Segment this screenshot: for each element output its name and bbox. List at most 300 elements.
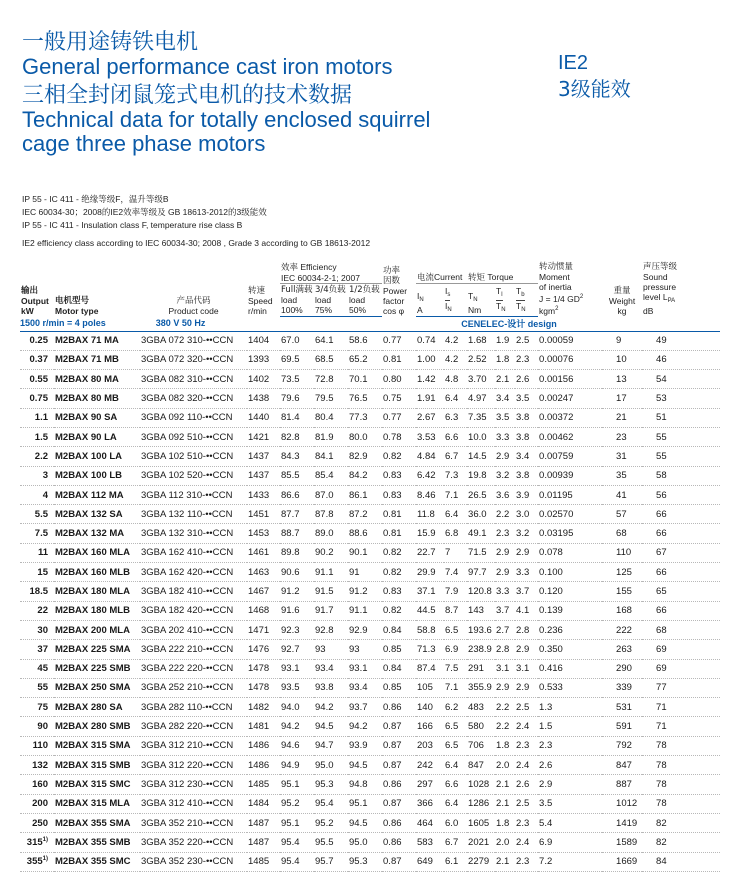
cell-pf: 0.82 xyxy=(382,563,416,582)
cell-speed: 1453 xyxy=(247,524,280,543)
table-row xyxy=(20,543,720,562)
cell-tl: 2.1 xyxy=(495,794,515,813)
table-row xyxy=(20,563,720,582)
cell-isin: 6.4 xyxy=(444,505,467,524)
cell-db: 78 xyxy=(642,736,720,755)
cell-db: 68 xyxy=(642,620,720,639)
cell-db: 69 xyxy=(642,659,720,678)
cell-e75: 94.7 xyxy=(314,736,348,755)
cell-in: 203 xyxy=(416,736,444,755)
cell-tl: 3.3 xyxy=(495,582,515,601)
cell-kg: 1669 xyxy=(602,852,642,871)
table-row xyxy=(20,833,720,852)
cell-tn: 1.68 xyxy=(467,331,495,350)
cell-tb: 2.4 xyxy=(515,833,538,852)
cell-tn: 97.7 xyxy=(467,563,495,582)
cell-code: 3GBA 312 410-••CCN xyxy=(140,794,247,813)
cell-e50: 91.2 xyxy=(348,582,382,601)
cell-speed: 1433 xyxy=(247,485,280,504)
cell-isin: 6.4 xyxy=(444,389,467,408)
cell-kg: 31 xyxy=(602,447,642,466)
cell-e75: 89.0 xyxy=(314,524,348,543)
cell-e50: 94.8 xyxy=(348,775,382,794)
cell-db: 46 xyxy=(642,350,720,369)
cell-pf: 0.83 xyxy=(382,466,416,485)
cell-code: 3GBA 072 320-••CCN xyxy=(140,350,247,369)
note-line: IP 55 - IC 411 - Insulation class F, temperature rise class B xyxy=(22,220,243,230)
group-row xyxy=(20,316,720,331)
cell-db: 66 xyxy=(642,505,720,524)
cell-type: M2BAX 100 LA xyxy=(54,447,140,466)
cell-pf: 0.82 xyxy=(382,447,416,466)
cell-tb: 2.5 xyxy=(515,794,538,813)
cell-in: 71.3 xyxy=(416,640,444,659)
cell-tb: 3.8 xyxy=(515,466,538,485)
cell-kg: 222 xyxy=(602,620,642,639)
cell-isin: 4.8 xyxy=(444,370,467,389)
technical-data-table xyxy=(20,262,720,872)
col-sound-pressure: 声压等级 Sound pressure level $L_{PA}$ dB xyxy=(643,262,678,316)
cell-db: 58 xyxy=(642,466,720,485)
cell-speed: 1482 xyxy=(247,698,280,717)
cell-kw: 3 xyxy=(20,466,54,485)
cell-j: 2.6 xyxy=(538,756,602,775)
cell-tb: 3.2 xyxy=(515,524,538,543)
cell-e75: 80.4 xyxy=(314,408,348,427)
cell-tb: 3.8 xyxy=(515,408,538,427)
col-current-in: $I_N$ A xyxy=(416,284,444,316)
cell-kg: 110 xyxy=(602,543,642,562)
cell-tl: 3.5 xyxy=(495,408,515,427)
title-en: General performance cast iron motors xyxy=(22,54,393,79)
table-row xyxy=(20,717,720,736)
cell-speed: 1451 xyxy=(247,505,280,524)
cell-e50: 88.6 xyxy=(348,524,382,543)
cell-in: 1.91 xyxy=(416,389,444,408)
table-row xyxy=(20,620,720,639)
cell-tn: 26.5 xyxy=(467,485,495,504)
cell-in: 4.84 xyxy=(416,447,444,466)
cell-j: 5.4 xyxy=(538,813,602,832)
cell-e100: 95.4 xyxy=(280,852,314,871)
cell-in: 166 xyxy=(416,717,444,736)
cell-speed: 1402 xyxy=(247,370,280,389)
cell-e50: 84.2 xyxy=(348,466,382,485)
cell-e100: 73.5 xyxy=(280,370,314,389)
cell-tb: 2.9 xyxy=(515,640,538,659)
cell-kg: 792 xyxy=(602,736,642,755)
cell-db: 84 xyxy=(642,852,720,871)
cell-type: M2BAX 80 MA xyxy=(54,370,140,389)
cell-kw: 110 xyxy=(20,736,54,755)
cell-e100: 67.0 xyxy=(280,331,314,350)
cell-e50: 93.7 xyxy=(348,698,382,717)
cell-e50: 82.9 xyxy=(348,447,382,466)
cell-e75: 72.8 xyxy=(314,370,348,389)
cell-db: 56 xyxy=(642,485,720,504)
cell-kg: 591 xyxy=(602,717,642,736)
cell-e50: 91.1 xyxy=(348,601,382,620)
cell-j: 0.236 xyxy=(538,620,602,639)
cell-kg: 23 xyxy=(602,427,642,446)
table-row xyxy=(20,775,720,794)
cell-pf: 0.82 xyxy=(382,543,416,562)
col-weight: 重量 Weight kg xyxy=(608,286,636,316)
cell-tn: 19.8 xyxy=(467,466,495,485)
col-power-factor: 功率 因数 Power factor cos φ xyxy=(383,266,408,316)
cell-kw: 200 xyxy=(20,794,54,813)
cell-e100: 90.6 xyxy=(280,563,314,582)
cell-in: 11.8 xyxy=(416,505,444,524)
cell-pf: 0.85 xyxy=(382,678,416,697)
cell-e75: 91.1 xyxy=(314,563,348,582)
cell-tl: 2.2 xyxy=(495,505,515,524)
cell-kw: 7.5 xyxy=(20,524,54,543)
cell-e50: 58.6 xyxy=(348,331,382,350)
cell-type: M2BAX 90 LA xyxy=(54,427,140,446)
cell-tn: 2.52 xyxy=(467,350,495,369)
cell-kg: 155 xyxy=(602,582,642,601)
cell-tb: 2.9 xyxy=(515,678,538,697)
table-row xyxy=(20,408,720,427)
cell-code: 3GBA 082 310-••CCN xyxy=(140,370,247,389)
table-row xyxy=(20,813,720,832)
cell-tn: 1605 xyxy=(467,813,495,832)
cell-tb: 2.9 xyxy=(515,543,538,562)
cell-e75: 87.0 xyxy=(314,485,348,504)
cell-tn: 1028 xyxy=(467,775,495,794)
cell-e50: 95.3 xyxy=(348,852,382,871)
cell-j: 0.120 xyxy=(538,582,602,601)
cell-tn: 3.70 xyxy=(467,370,495,389)
cell-e50: 77.3 xyxy=(348,408,382,427)
cell-tl: 2.0 xyxy=(495,756,515,775)
table-row xyxy=(20,331,720,350)
cell-e75: 94.5 xyxy=(314,717,348,736)
cell-speed: 1485 xyxy=(247,775,280,794)
cell-kg: 1012 xyxy=(602,794,642,813)
col-product-code: 产品代码 Product code xyxy=(168,296,219,316)
cell-tb: 2.6 xyxy=(515,370,538,389)
cell-e50: 91 xyxy=(348,563,382,582)
cell-e50: 95.0 xyxy=(348,833,382,852)
cell-db: 69 xyxy=(642,640,720,659)
cell-isin: 6.4 xyxy=(444,756,467,775)
cell-tl: 3.6 xyxy=(495,485,515,504)
cell-kw: 5.5 xyxy=(20,505,54,524)
cell-kw: 4 xyxy=(20,485,54,504)
cell-kw: 90 xyxy=(20,717,54,736)
cell-j: 0.00939 xyxy=(538,466,602,485)
cell-e100: 91.2 xyxy=(280,582,314,601)
cell-j: 1.3 xyxy=(538,698,602,717)
cell-speed: 1440 xyxy=(247,408,280,427)
cell-tb: 2.3 xyxy=(515,736,538,755)
cell-e100: 95.1 xyxy=(280,775,314,794)
cell-j: 0.00247 xyxy=(538,389,602,408)
cell-db: 65 xyxy=(642,582,720,601)
cell-code: 3GBA 312 230-••CCN xyxy=(140,775,247,794)
cell-kw: 18.5 xyxy=(20,582,54,601)
cell-kg: 68 xyxy=(602,524,642,543)
table-row xyxy=(20,582,720,601)
col-torque-tl-ratio: $T_l$ $T_N$ xyxy=(495,284,515,316)
col-efficiency-group: 效率 Efficiency IEC 60034-2-1; 2007 xyxy=(280,262,382,284)
cell-kw: 37 xyxy=(20,640,54,659)
cell-tb: 2.3 xyxy=(515,813,538,832)
cell-e100: 86.6 xyxy=(280,485,314,504)
cell-type: M2BAX 225 SMB xyxy=(54,659,140,678)
ie-grade-zh: 3级能效 xyxy=(558,77,631,101)
cell-e100: 69.5 xyxy=(280,350,314,369)
cell-type: M2BAX 250 SMA xyxy=(54,678,140,697)
cell-e100: 87.7 xyxy=(280,505,314,524)
cell-in: 464 xyxy=(416,813,444,832)
cell-db: 71 xyxy=(642,717,720,736)
cell-j: 0.00759 xyxy=(538,447,602,466)
cell-code: 3GBA 072 310-••CCN xyxy=(140,331,247,350)
cell-code: 3GBA 092 110-••CCN xyxy=(140,408,247,427)
cell-speed: 1487 xyxy=(247,813,280,832)
cell-kg: 9 xyxy=(602,331,642,350)
cell-j: 0.01195 xyxy=(538,485,602,504)
cell-tb: 3.1 xyxy=(515,659,538,678)
cell-e75: 84.1 xyxy=(314,447,348,466)
cell-e50: 80.0 xyxy=(348,427,382,446)
cell-pf: 0.75 xyxy=(382,389,416,408)
cell-e75: 79.5 xyxy=(314,389,348,408)
cell-isin: 6.6 xyxy=(444,775,467,794)
note-line: IEC 60034-30；2008的IE2效率等级及 GB 18613-2012的3级能效 xyxy=(22,207,267,217)
cell-tn: 291 xyxy=(467,659,495,678)
cell-tn: 706 xyxy=(467,736,495,755)
cell-kw: 160 xyxy=(20,775,54,794)
cell-tl: 2.1 xyxy=(495,852,515,871)
cell-tl: 2.9 xyxy=(495,678,515,697)
cell-tb: 2.5 xyxy=(515,331,538,350)
cell-type: M2BAX 180 MLA xyxy=(54,582,140,601)
cell-e75: 91.5 xyxy=(314,582,348,601)
cell-tl: 2.7 xyxy=(495,620,515,639)
cell-type: M2BAX 280 SA xyxy=(54,698,140,717)
cell-j: 2.3 xyxy=(538,736,602,755)
cell-type: M2BAX 160 MLB xyxy=(54,563,140,582)
cell-type: M2BAX 80 MB xyxy=(54,389,140,408)
cell-j: 0.078 xyxy=(538,543,602,562)
cell-type: M2BAX 355 SMA xyxy=(54,813,140,832)
cell-db: 66 xyxy=(642,524,720,543)
cell-code: 3GBA 202 410-••CCN xyxy=(140,620,247,639)
cell-e75: 93 xyxy=(314,640,348,659)
cell-speed: 1421 xyxy=(247,427,280,446)
cell-type: M2BAX 132 SA xyxy=(54,505,140,524)
cell-speed: 1478 xyxy=(247,659,280,678)
cell-e50: 92.9 xyxy=(348,620,382,639)
cell-type: M2BAX 112 MA xyxy=(54,485,140,504)
cell-kw: 0.37 xyxy=(20,350,54,369)
cell-kw: 1.1 xyxy=(20,408,54,427)
cell-in: 87.4 xyxy=(416,659,444,678)
table-row xyxy=(20,698,720,717)
cell-code: 3GBA 092 510-••CCN xyxy=(140,427,247,446)
cell-speed: 1393 xyxy=(247,350,280,369)
cell-j: 0.139 xyxy=(538,601,602,620)
cell-e100: 92.7 xyxy=(280,640,314,659)
cell-tn: 238.9 xyxy=(467,640,495,659)
cell-in: 297 xyxy=(416,775,444,794)
cell-pf: 0.80 xyxy=(382,370,416,389)
cell-e50: 93.4 xyxy=(348,678,382,697)
cell-in: 37.1 xyxy=(416,582,444,601)
cell-kw: 22 xyxy=(20,601,54,620)
cell-e100: 81.4 xyxy=(280,408,314,427)
cell-code: 3GBA 132 310-••CCN xyxy=(140,524,247,543)
cell-j: 0.00462 xyxy=(538,427,602,446)
cell-code: 3GBA 352 210-••CCN xyxy=(140,813,247,832)
cell-tl: 2.9 xyxy=(495,543,515,562)
cell-db: 78 xyxy=(642,794,720,813)
cell-e100: 85.5 xyxy=(280,466,314,485)
table-row xyxy=(20,852,720,871)
cell-tl: 1.9 xyxy=(495,331,515,350)
cell-e100: 82.8 xyxy=(280,427,314,446)
cell-e50: 93.9 xyxy=(348,736,382,755)
cell-kg: 847 xyxy=(602,756,642,775)
cell-isin: 6.3 xyxy=(444,408,467,427)
cell-isin: 6.1 xyxy=(444,852,467,871)
cell-e75: 95.3 xyxy=(314,775,348,794)
cell-in: 105 xyxy=(416,678,444,697)
cell-j: 0.533 xyxy=(538,678,602,697)
cell-speed: 1484 xyxy=(247,794,280,813)
cell-j: 0.00372 xyxy=(538,408,602,427)
cell-code: 3GBA 312 220-••CCN xyxy=(140,756,247,775)
cell-j: 0.350 xyxy=(538,640,602,659)
cell-isin: 6.6 xyxy=(444,427,467,446)
note-line: IP 55 - IC 411 - 绝缘等级F，温升等级B xyxy=(22,194,169,204)
subtitle-en-line-2: cage three phase motors xyxy=(22,131,266,156)
cell-tl: 1.8 xyxy=(495,736,515,755)
cell-tn: 483 xyxy=(467,698,495,717)
cell-e75: 93.8 xyxy=(314,678,348,697)
cell-code: 3GBA 222 220-••CCN xyxy=(140,659,247,678)
table-row xyxy=(20,794,720,813)
cell-isin: 6.0 xyxy=(444,813,467,832)
cell-j: 0.03195 xyxy=(538,524,602,543)
cell-type: M2BAX 280 SMB xyxy=(54,717,140,736)
cell-kw: 1.5 xyxy=(20,427,54,446)
cell-tn: 193.6 xyxy=(467,620,495,639)
cell-pf: 0.85 xyxy=(382,640,416,659)
cell-e100: 95.4 xyxy=(280,833,314,852)
cell-e75: 95.2 xyxy=(314,813,348,832)
cell-tl: 3.7 xyxy=(495,601,515,620)
cell-kg: 887 xyxy=(602,775,642,794)
cell-tl: 3.2 xyxy=(495,466,515,485)
cell-kg: 531 xyxy=(602,698,642,717)
cell-code: 3GBA 312 210-••CCN xyxy=(140,736,247,755)
cell-j: 0.00059 xyxy=(538,331,602,350)
cell-isin: 6.9 xyxy=(444,640,467,659)
cell-e50: 94.5 xyxy=(348,813,382,832)
table-row xyxy=(20,427,720,446)
cell-speed: 1463 xyxy=(247,563,280,582)
cell-isin: 6.4 xyxy=(444,794,467,813)
cell-j: 6.9 xyxy=(538,833,602,852)
cell-isin: 7.5 xyxy=(444,659,467,678)
table-row xyxy=(20,505,720,524)
cell-pf: 0.87 xyxy=(382,756,416,775)
cell-tl: 2.9 xyxy=(495,447,515,466)
cell-db: 51 xyxy=(642,408,720,427)
subtitle-en-line-1: Technical data for totally enclosed squirrel xyxy=(22,107,431,132)
col-torque-tn: $T_N$ Nm xyxy=(467,284,495,316)
cell-speed: 1468 xyxy=(247,601,280,620)
cell-type: M2BAX 355 SMC xyxy=(54,852,140,871)
cell-tb: 3.3 xyxy=(515,563,538,582)
cell-type: M2BAX 225 SMA xyxy=(54,640,140,659)
cell-speed: 1487 xyxy=(247,833,280,852)
cell-kg: 10 xyxy=(602,350,642,369)
cell-e75: 81.9 xyxy=(314,427,348,446)
col-output: 输出 Output kW xyxy=(21,286,49,316)
cell-e50: 94.2 xyxy=(348,717,382,736)
cell-e75: 94.2 xyxy=(314,698,348,717)
cell-code: 3GBA 352 220-••CCN xyxy=(140,833,247,852)
cell-kg: 290 xyxy=(602,659,642,678)
cell-db: 77 xyxy=(642,678,720,697)
cell-e50: 87.2 xyxy=(348,505,382,524)
cell-pf: 0.84 xyxy=(382,620,416,639)
cell-pf: 0.86 xyxy=(382,813,416,832)
cell-kg: 13 xyxy=(602,370,642,389)
table-row xyxy=(20,756,720,775)
cell-pf: 0.86 xyxy=(382,833,416,852)
cell-tb: 3.4 xyxy=(515,447,538,466)
cell-j: 7.2 xyxy=(538,852,602,871)
cell-e100: 94.2 xyxy=(280,717,314,736)
cell-tb: 2.5 xyxy=(515,698,538,717)
cell-isin: 7.4 xyxy=(444,563,467,582)
cell-speed: 1437 xyxy=(247,466,280,485)
cell-pf: 0.78 xyxy=(382,427,416,446)
cell-pf: 0.81 xyxy=(382,350,416,369)
cell-code: 3GBA 252 210-••CCN xyxy=(140,678,247,697)
cell-j: 0.00076 xyxy=(538,350,602,369)
cell-e50: 93 xyxy=(348,640,382,659)
cell-kw: 132 xyxy=(20,756,54,775)
cell-type: M2BAX 180 MLB xyxy=(54,601,140,620)
cell-kg: 21 xyxy=(602,408,642,427)
cell-pf: 0.86 xyxy=(382,698,416,717)
cell-type: M2BAX 100 LB xyxy=(54,466,140,485)
cell-e75: 95.0 xyxy=(314,756,348,775)
cell-in: 44.5 xyxy=(416,601,444,620)
cell-db: 49 xyxy=(642,331,720,350)
cell-kg: 35 xyxy=(602,466,642,485)
cell-isin: 7.3 xyxy=(444,466,467,485)
cell-type: M2BAX 315 SMA xyxy=(54,736,140,755)
cell-tb: 2.3 xyxy=(515,350,538,369)
cell-kw: 315$^{1)}$ xyxy=(20,833,54,852)
col-torque-tb-ratio: $T_b$ $T_N$ xyxy=(515,284,538,316)
cell-in: 0.74 xyxy=(416,331,444,350)
col-eff-75: 3/4负载 load 75% xyxy=(314,284,348,316)
cell-tb: 2.6 xyxy=(515,775,538,794)
cell-tn: 120.8 xyxy=(467,582,495,601)
cell-e100: 94.9 xyxy=(280,756,314,775)
cell-speed: 1476 xyxy=(247,640,280,659)
